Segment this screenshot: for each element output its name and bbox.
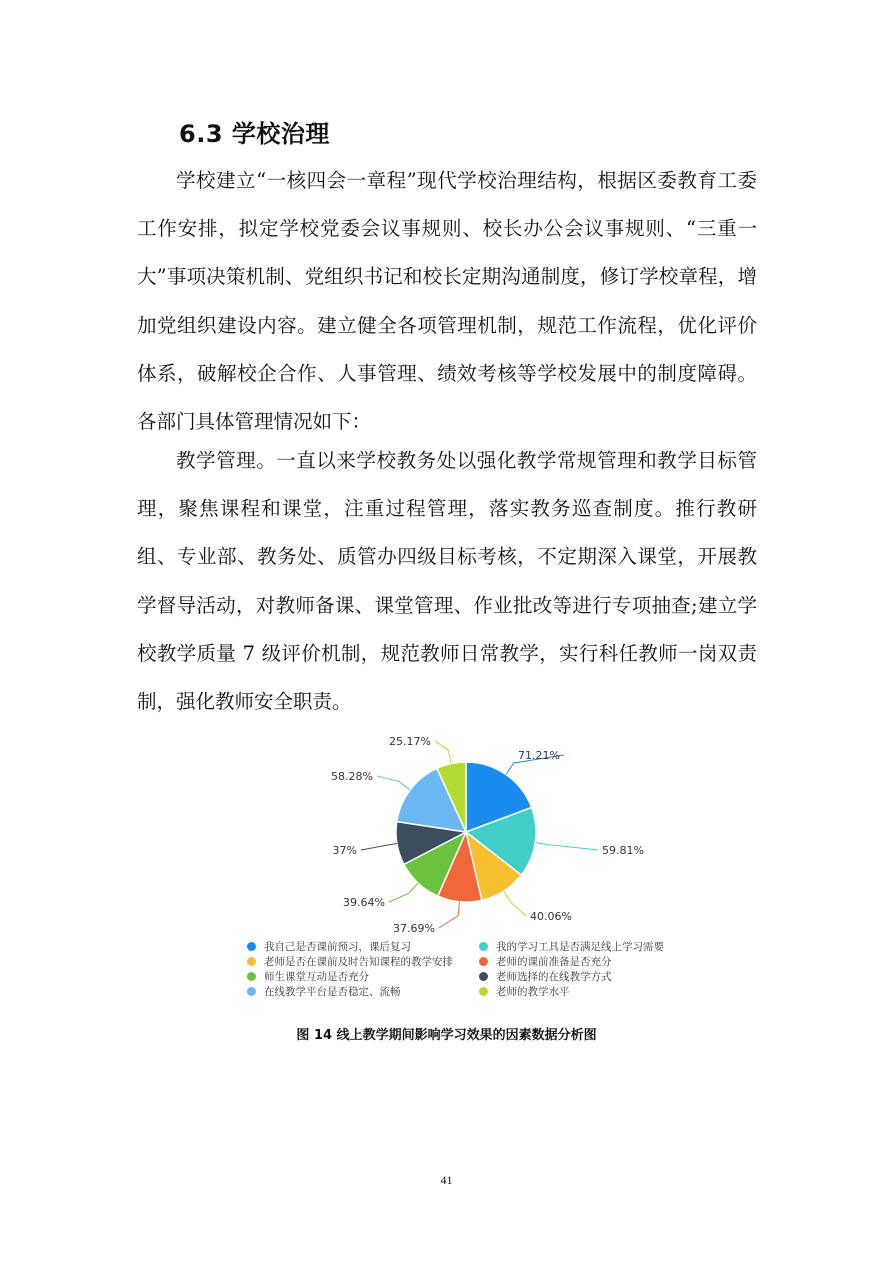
data-label: 71.21% bbox=[518, 749, 560, 762]
legend-swatch bbox=[479, 957, 488, 966]
data-label: 37.69% bbox=[393, 922, 435, 935]
legend-label: 我自己是否课前预习，课后复习 bbox=[264, 941, 411, 953]
legend-label: 老师的教学水平 bbox=[496, 986, 570, 998]
legend-item bbox=[479, 940, 664, 954]
data-label: 40.06% bbox=[530, 910, 572, 923]
data-label: 58.28% bbox=[331, 770, 373, 783]
legend-item bbox=[247, 985, 401, 999]
data-label: 37% bbox=[332, 844, 357, 857]
legend-label: 老师的课前准备是否充分 bbox=[496, 956, 612, 968]
data-label: 39.64% bbox=[343, 896, 385, 909]
legend-swatch bbox=[479, 987, 488, 996]
legend-label: 师生课堂互动是否充分 bbox=[264, 971, 369, 983]
leader-line bbox=[377, 776, 410, 790]
legend-swatch bbox=[247, 972, 256, 981]
figure-caption: 图 14 线上教学期间影响学习效果的因素数据分析图 bbox=[296, 1028, 597, 1043]
leader-line bbox=[439, 902, 459, 928]
legend-swatch bbox=[479, 942, 488, 951]
leader-line bbox=[361, 844, 397, 850]
legend-label: 老师选择的在线教学方式 bbox=[496, 971, 612, 983]
legend-item bbox=[479, 970, 612, 984]
section-heading: 6.3 学校治理 bbox=[179, 120, 330, 148]
legend-label: 老师是否在课前及时告知课程的教学安排 bbox=[264, 956, 453, 968]
legend-swatch bbox=[247, 942, 256, 951]
page-number: 41 bbox=[440, 1173, 453, 1187]
data-label: 59.81% bbox=[602, 844, 644, 857]
data-label: 25.17% bbox=[389, 735, 431, 748]
legend-item bbox=[247, 955, 453, 969]
legend-item bbox=[479, 955, 612, 969]
paragraph-governance: 学校建立“一核四会一章程”现代学校治理结构，根据区委教育工委工作安排，拟定学校党委会议事规则、校长办公会议事规则、“三重一大”事项决策机制、党组织书记和校长定期沟通制度，修订学校章程，增加党组织建设内容。建立健全各项管理机制，规范工作流程，优化评价体系，破解校企合作、人事管理、绩效考核等学校发展中的制度障碍。各部门具体管理情况如下： bbox=[137, 169, 757, 434]
legend-item bbox=[247, 970, 369, 984]
legend-item bbox=[247, 940, 411, 954]
legend-swatch bbox=[247, 957, 256, 966]
legend-label: 在线教学平台是否稳定、流畅 bbox=[264, 986, 401, 998]
legend-swatch bbox=[479, 972, 488, 981]
legend-label: 我的学习工具是否满足线上学习需要 bbox=[496, 941, 664, 953]
legend-swatch bbox=[247, 987, 256, 996]
leader-line bbox=[389, 883, 418, 902]
leader-line bbox=[535, 843, 598, 850]
paragraph-teaching-management: 教学管理。一直以来学校教务处以强化教学常规管理和教学目标管理，聚焦课程和课堂，注重过程管理，落实教务巡查制度。推行教研组、专业部、教务处、质管办四级目标考核，不定期深入课堂，开展教学督导活动，对教师备课、课堂管理、作业批改等进行专项抽查;建立学校教学质量 7 级评价机制，规范教师日常教学，实行科任教师一岗双责制，强化教师安全职责。 bbox=[137, 449, 757, 714]
leader-line bbox=[435, 741, 451, 764]
leader-line bbox=[504, 891, 526, 916]
legend-item bbox=[479, 985, 570, 999]
